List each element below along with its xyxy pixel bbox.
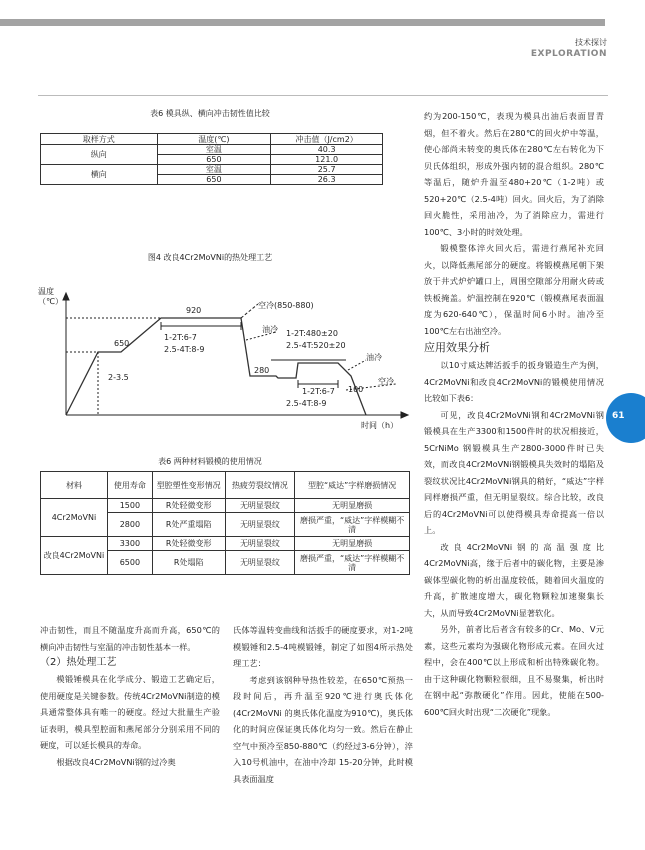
table7-cell: 无明显磨损 — [295, 537, 410, 551]
table6-header: 温度(℃) — [157, 134, 271, 145]
table6-cell: 横向 — [41, 165, 158, 185]
table6-cell: 650 — [157, 155, 271, 165]
oil-cool-label-2: 油冷 — [366, 353, 382, 362]
hold1-label-b: 2.5-4T:8-9 — [164, 345, 205, 354]
air-cool-label: 空冷(850-880) — [258, 301, 314, 310]
table7-cell: 2800 — [107, 513, 152, 537]
paragraph: 根据改良4Cr2MoVNi钢的过冷奥 — [56, 756, 176, 767]
table6-cell: 650 — [157, 175, 271, 185]
page-number: 61 — [612, 411, 625, 421]
table7-cell: R处塌陷 — [152, 551, 225, 575]
table7-cell: 6500 — [107, 551, 152, 575]
table7-cell: 4Cr2MoVNi — [41, 499, 108, 537]
x-axis-arrow — [401, 412, 408, 418]
paragraph: 以10寸威达牌活扳手的扳身锻造生产为例，4Cr2MoVNi和改良4Cr2MoVNi的锻模使用情况比较如下表6： — [424, 360, 604, 403]
table7-header: 使用寿命 — [107, 472, 152, 499]
table6 — [40, 133, 383, 185]
table6-cell: 纵向 — [41, 145, 158, 165]
table7-cell: 改良4Cr2MoVNi — [41, 537, 108, 575]
paragraph: 可见，改良4Cr2MoVNi钢和4Cr2MoVNi钢锻模具在生产3300和1500件时的状况相接近，5CrNiMo 钢锻模具生产2800-3000件时已失效，而改良4Cr2MoVNi钢锻模具失效时的塌陷及裂纹状况比4Cr2MoVNi钢具的稍好，“威达”字样同样磨损严重，但无明显裂纹。综合比较，改良后的4Cr2MoVNi可以使得模具寿命提高一倍以上。 — [424, 409, 604, 535]
table7-cell: 无明显裂纹 — [225, 513, 295, 537]
header-category-en: EXPLORATION — [530, 49, 607, 59]
section-title: 应用效果分析 — [424, 341, 490, 354]
table6-cell: 25.7 — [271, 165, 383, 175]
fig4-caption: 图4 改良4Cr2MoVNi的热处理工艺 — [147, 253, 273, 262]
table7-header: 材料 — [41, 472, 108, 499]
oil-cool-line-2 — [348, 360, 366, 370]
hold2-label-b: 2.5-4T:8-9 — [286, 399, 327, 408]
temp-label-650: 650 — [114, 339, 130, 348]
paragraph: 氏体等温转变曲线和活扳手的硬度要求，对1-2吨模锻锤和2.5-4吨模锻锤，制定了如图4所示热处理工艺： — [233, 625, 413, 668]
header-bar — [0, 19, 605, 26]
temp-label-280: 280 — [254, 366, 270, 375]
table7-header: 型腔塑性变形情况 — [152, 472, 225, 499]
table7 — [40, 471, 410, 575]
table7-cell: R处轻微变形 — [152, 537, 225, 551]
hold1-label-a: 1-2T:6-7 — [164, 333, 197, 342]
table7-cell: R处严重塌陷 — [152, 513, 225, 537]
paragraph: 约为200-150℃，表现为模具出油后表面冒青烟，但不着火。然后在280℃的回火炉中等温，使心部尚未转变的奥氏体在280℃左右转化为下贝氏体组织，形成外强内韧的混合组织。280℃等温后，随炉升温至480+20℃（1-2吨）或520+20℃（2.5-4吨）回火。回火后，为了消除回火脆性，采用油冷，为了消除应力，需进行100℃、3小时的时效处理。 — [424, 111, 604, 237]
header-category: 技术探讨 — [575, 38, 607, 47]
x-label: 时间（h） — [361, 421, 399, 430]
temper-label-b: 2.5-4T:520±20 — [286, 341, 346, 350]
paragraph: 冲击韧性，而且不随温度升高而升高，650℃的横向冲击韧性与室温的冲击韧性基本一样。 — [40, 625, 220, 652]
table7-caption: 表6 两种材料锻模的使用情况 — [158, 457, 262, 466]
table6-cell: 室温 — [157, 145, 271, 155]
middle-column — [233, 622, 413, 787]
paragraph: 锻模整体淬火回火后，需进行燕尾补充回火，以降低燕尾部分的硬度。将锻模燕尾朝下架放于井式炉炉罐口上，周围空隙部分用耐火砖或铁板掩盖。炉温控制在920℃（锻模燕尾表面温度为620-640℃），保温时间6小时。油冷至100℃左右出油空冷。 — [424, 243, 604, 336]
table7-cell: 1500 — [107, 499, 152, 513]
header-divider — [38, 95, 608, 96]
table7-header: 型腔“威达”字样磨损情况 — [295, 472, 410, 499]
table6-header: 冲击值（J/cm2） — [271, 134, 383, 145]
section-subtitle: （2）热处理工艺 — [40, 657, 117, 668]
table7-cell: 3300 — [107, 537, 152, 551]
table6-cell: 40.3 — [271, 145, 383, 155]
table6-cell: 26.3 — [271, 175, 383, 185]
temp-label-920: 920 — [186, 306, 202, 315]
hold2-label-a: 1-2T:6-7 — [302, 387, 335, 396]
paragraph: 另外，前者比后者含有较多的Cr、Mo、V元素，这些元素均为强碳化物形成元素。在回火过程中，会在400℃以上形成和析出特殊碳化物。由于这种碳化物颗粒很细，且不易聚集，析出时在钢中起“弥散硬化”作用。因此，使能在500-600℃回火时出现“二次硬化”现象。 — [424, 624, 604, 717]
table7-cell: 无明显裂纹 — [225, 499, 295, 513]
table7-cell: 无明显磨损 — [295, 499, 410, 513]
left-column — [40, 622, 220, 770]
y-label-unit: （℃） — [38, 297, 63, 306]
table7-header: 热疲劳裂纹情况 — [225, 472, 295, 499]
temp-label-100: 100 — [348, 385, 364, 394]
paragraph: 改良4Cr2MoVNi钢的高温强度比4Cr2MoVNi高，缘于后者中的碳化物，主要是渗碳体型碳化物的析出温度较低，随着回火温度的升高，扩散速度增大，碳化物颗粒加速聚集长大，从而导致4Cr2MoVNi显著软化。 — [424, 541, 604, 618]
table7-cell: 无明显裂纹 — [225, 537, 295, 551]
table6-cell: 室温 — [157, 165, 271, 175]
air-cool-label-2: 空冷 — [378, 377, 394, 386]
right-column — [424, 108, 604, 720]
table7-cell: R处轻微变形 — [152, 499, 225, 513]
heat-time-label: 2-3.5 — [108, 373, 129, 382]
table6-caption: 表6 模具纵、横向冲击韧性值比较 — [150, 109, 270, 118]
paragraph: 模锻锤模具在化学成分、锻造工艺确定后，使用硬度是关键参数。传统4Cr2MoVNi制造的模具通常整体具有唯一的硬度。经过大批量生产验证表明，模具型腔面和燕尾部分分别采用不同的硬度，可以延长模具的寿命。 — [40, 674, 220, 750]
table7-cell: 磨损严重，“威达”字样模糊不清 — [295, 551, 410, 575]
table7-cell: 磨损严重，“威达”字样模糊不清 — [295, 513, 410, 537]
table6-header: 取样方式 — [41, 134, 158, 145]
table7-cell: 无明显裂纹 — [225, 551, 295, 575]
paragraph: 考虑到该钢种导热性较差，在650℃预热一段时间后，再升温至920℃进行奥氏体化(4Cr2MoVNi 的奥氏体化温度为910℃)，奥氏体化的时间应保证奥氏体化均匀一致。然后在静止空气中预冷至850-880℃（约经过3-6分钟），淬入10号机油中，在油中冷却 15-20分钟，此时模具表面温度 — [233, 674, 413, 784]
y-label: 温度 — [38, 287, 54, 296]
y-axis-arrow — [63, 293, 69, 300]
heat-treatment-diagram — [36, 280, 411, 430]
table6-cell: 121.0 — [271, 155, 383, 165]
temper-label-a: 1-2T:480±20 — [286, 329, 338, 338]
air-cool-line — [241, 304, 258, 318]
oil-cool-label: 油冷 — [262, 325, 278, 334]
